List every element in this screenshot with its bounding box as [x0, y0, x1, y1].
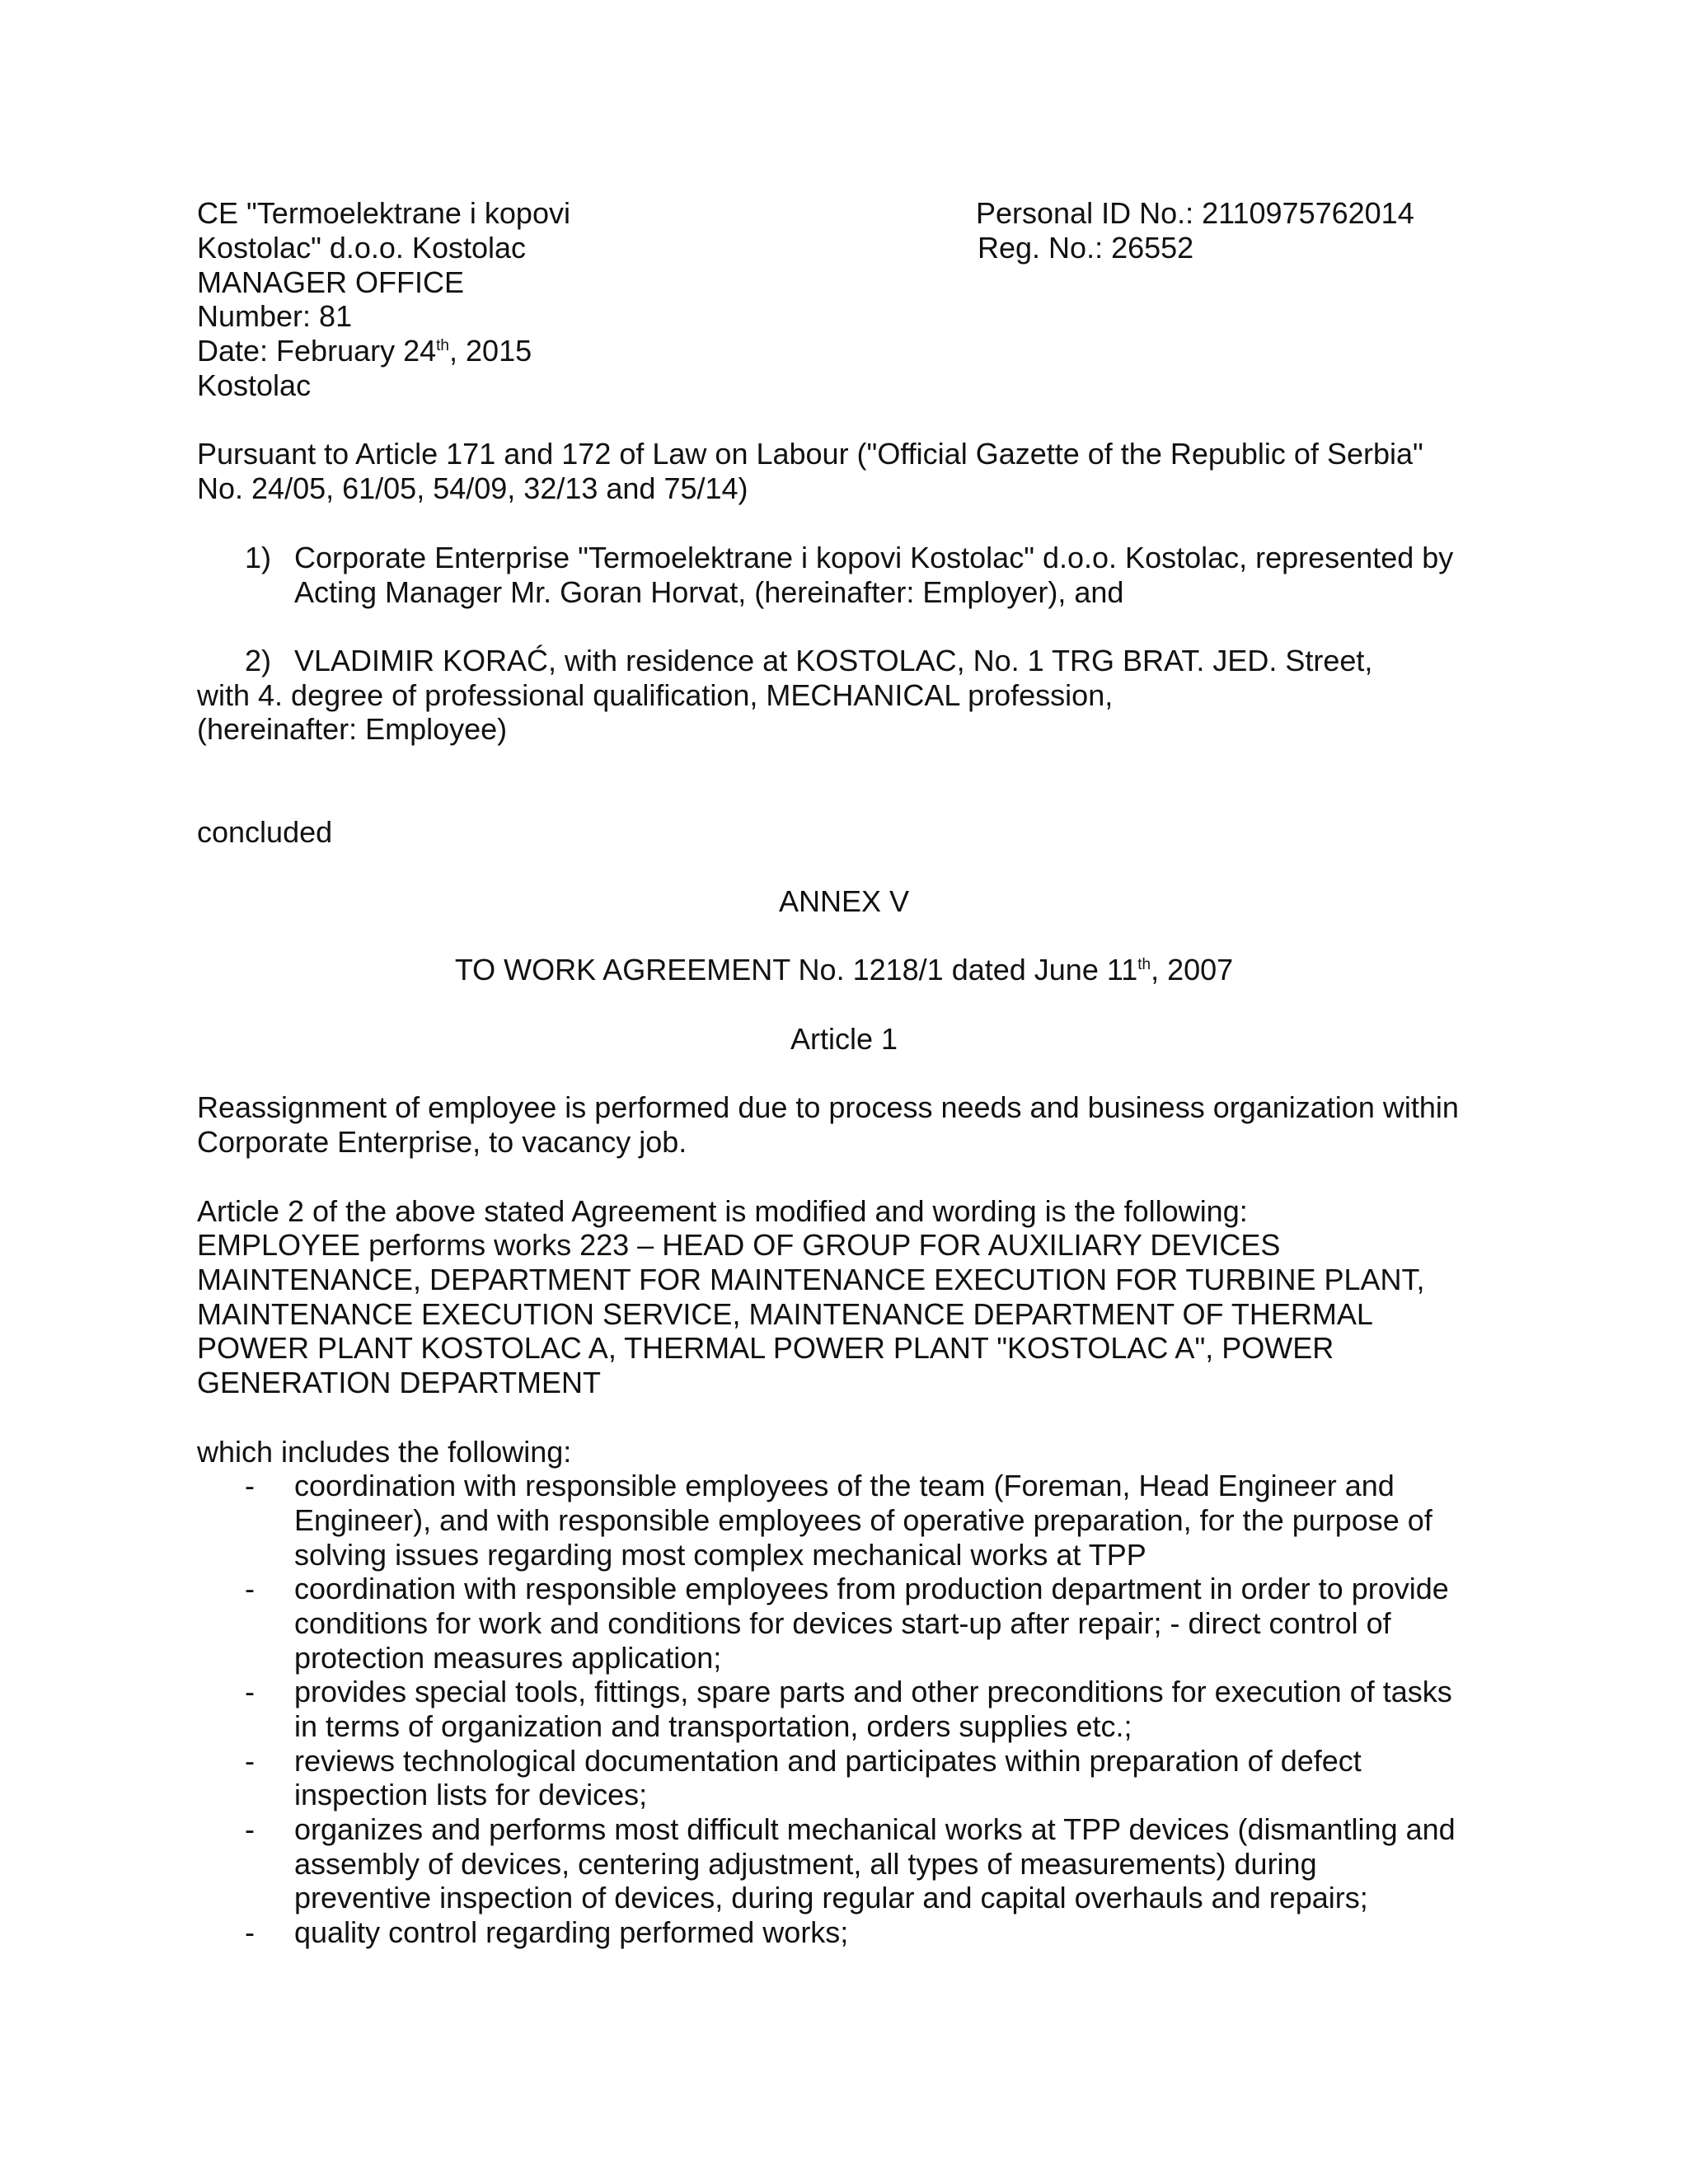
- article-heading: Article 1: [790, 1022, 898, 1056]
- annex-subtitle: [0, 953, 1688, 987]
- reg-number: Reg. No.: 26552: [978, 231, 1194, 265]
- bullet-dash: -: [245, 1744, 255, 1778]
- party2-line3: (hereinafter: Employee): [197, 712, 508, 746]
- document-place: Kostolac: [197, 368, 312, 402]
- document-date: [197, 334, 532, 368]
- company-name-line1: CE "Termoelektrane i kopovi: [197, 196, 570, 230]
- party1-line2: Acting Manager Mr. Goran Horvat, (hereinafter: Employer), and: [294, 575, 1124, 609]
- list-item-line: provides special tools, fittings, spare parts and other preconditions for execution of tasks: [294, 1675, 1452, 1708]
- annex-subtitle-suffix: , 2007: [1151, 953, 1234, 987]
- company-name-line2: Kostolac" d.o.o. Kostolac: [197, 231, 527, 265]
- bullet-dash: -: [245, 1915, 255, 1949]
- bullet-dash: -: [245, 1572, 255, 1605]
- date-prefix: Date: February 24: [197, 334, 437, 368]
- list-item-line: protection measures application;: [294, 1641, 722, 1675]
- list-item-line: coordination with responsible employees from production department in order to provide: [294, 1572, 1449, 1605]
- party2-line2: with 4. degree of professional qualification, MECHANICAL profession,: [197, 678, 1114, 712]
- list-item-line: in terms of organization and transportation, orders supplies etc.;: [294, 1709, 1132, 1743]
- party1-line1: Corporate Enterprise "Termoelektrane i kopovi Kostolac" d.o.o. Kostolac, represented by: [294, 541, 1454, 574]
- article2-line: EMPLOYEE performs works 223 – HEAD OF GROUP FOR AUXILIARY DEVICES: [197, 1228, 1281, 1262]
- party2-line1: VLADIMIR KORAĆ, with residence at KOSTOLAC, No. 1 TRG BRAT. JED. Street,: [294, 644, 1373, 677]
- document-number: Number: 81: [197, 299, 353, 333]
- reassignment-line2: Corporate Enterprise, to vacancy job.: [197, 1125, 687, 1159]
- includes-intro: which includes the following:: [197, 1435, 572, 1469]
- list-item-line: inspection lists for devices;: [294, 1778, 648, 1811]
- list-item-line: reviews technological documentation and participates within preparation of defect: [294, 1744, 1362, 1778]
- office-name: MANAGER OFFICE: [197, 265, 465, 299]
- article2-line: GENERATION DEPARTMENT: [197, 1366, 602, 1399]
- article2-line: MAINTENANCE, DEPARTMENT FOR MAINTENANCE EXECUTION FOR TURBINE PLANT,: [197, 1263, 1425, 1296]
- annex-subtitle-prefix: TO WORK AGREEMENT No. 1218/1 dated June 11: [454, 953, 1138, 987]
- bullet-dash: -: [245, 1675, 255, 1708]
- list-item-line: quality control regarding performed works;: [294, 1915, 849, 1949]
- date-sup: th: [436, 337, 450, 354]
- personal-id: Personal ID No.: 2110975762014: [976, 196, 1414, 230]
- annex-title: ANNEX V: [778, 884, 910, 918]
- list-item-line: conditions for work and conditions for devices start-up after repair; - direct control of: [294, 1606, 1391, 1640]
- article2-line: Article 2 of the above stated Agreement is modified and wording is the following:: [197, 1194, 1248, 1228]
- party1-number: 1): [245, 541, 272, 574]
- list-item-line: organizes and performs most difficult mechanical works at TPP devices (dismantling and: [294, 1812, 1456, 1846]
- bullet-dash: -: [245, 1469, 255, 1502]
- preamble-line2: No. 24/05, 61/05, 54/09, 32/13 and 75/14): [197, 471, 748, 505]
- article2-line: MAINTENANCE EXECUTION SERVICE, MAINTENANCE DEPARTMENT OF THERMAL: [197, 1297, 1373, 1331]
- list-item-line: preventive inspection of devices, during regular and capital overhauls and repairs;: [294, 1881, 1368, 1915]
- list-item-line: assembly of devices, centering adjustment, all types of measurements) during: [294, 1847, 1317, 1881]
- list-item-line: solving issues regarding most complex mechanical works at TPP: [294, 1538, 1146, 1572]
- concluded-text: concluded: [197, 815, 333, 849]
- reassignment-line1: Reassignment of employee is performed due to process needs and business organization within: [197, 1090, 1459, 1124]
- annex-subtitle-sup: th: [1137, 956, 1151, 973]
- date-suffix: , 2015: [449, 334, 532, 368]
- list-item-line: coordination with responsible employees of the team (Foreman, Head Engineer and: [294, 1469, 1395, 1502]
- article2-line: POWER PLANT KOSTOLAC A, THERMAL POWER PLANT "KOSTOLAC A", POWER: [197, 1331, 1334, 1365]
- party2-number: 2): [245, 644, 272, 677]
- preamble-line1: Pursuant to Article 171 and 172 of Law on Labour ("Official Gazette of the Republic of Serbia": [197, 437, 1423, 471]
- list-item-line: Engineer), and with responsible employees of operative preparation, for the purpose of: [294, 1503, 1432, 1537]
- bullet-dash: -: [245, 1812, 255, 1846]
